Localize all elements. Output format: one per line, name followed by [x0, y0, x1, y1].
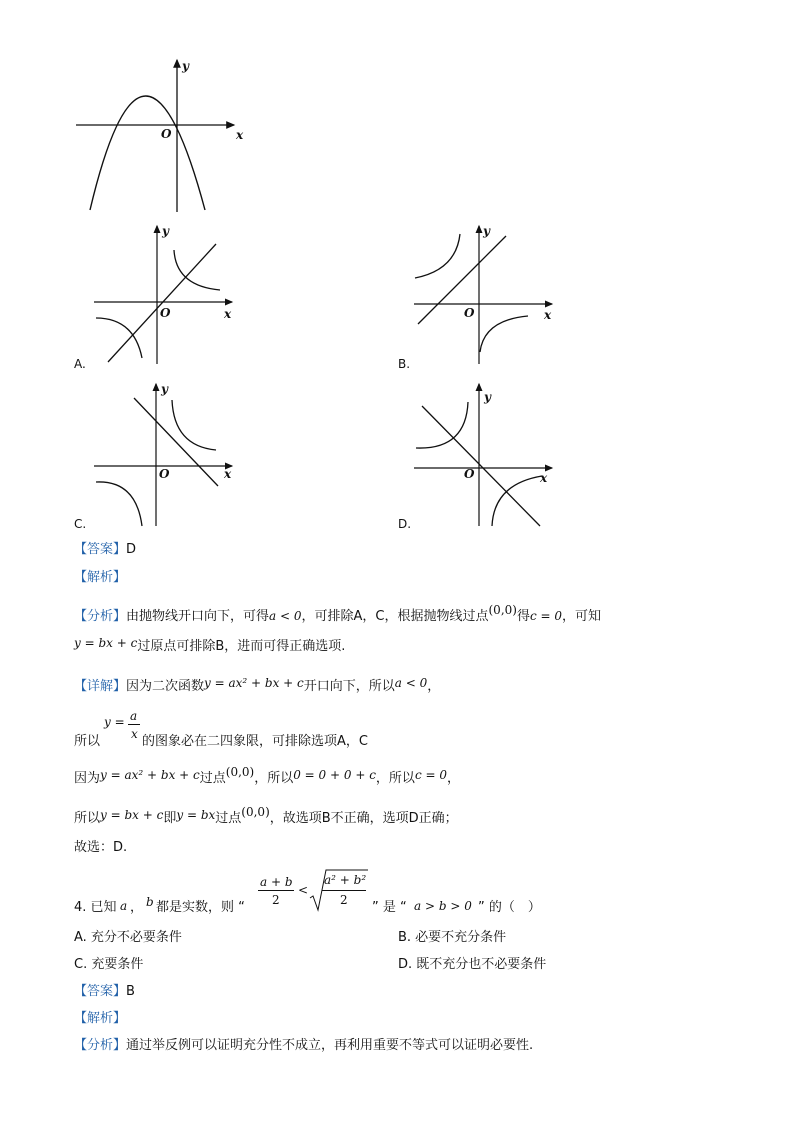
option-b-graph-label: B.	[398, 357, 411, 371]
text: 因为二次函数	[126, 679, 205, 694]
text: 由抛物线开口向下，可得	[126, 609, 270, 624]
text: ，可排除A，C，根据抛物线过点	[301, 609, 489, 624]
text: 过点	[215, 811, 242, 826]
x-axis-label: x	[540, 471, 548, 485]
option-c-graph-label: C.	[74, 517, 87, 531]
line-graph	[418, 236, 506, 324]
line-graph	[108, 244, 216, 362]
fraction-bar	[128, 724, 140, 725]
text: 所以	[74, 734, 101, 749]
math-expr: c = 0	[529, 609, 563, 623]
math-expr: y = bx	[176, 808, 216, 822]
q3-fenxi-line1	[74, 603, 602, 625]
sqrt-numerator: a² + b²	[324, 873, 367, 887]
answer-tag: 【答案】	[74, 984, 127, 999]
y-axis-label: y	[484, 390, 491, 404]
q3-answer-line	[74, 542, 136, 558]
hyperbola-branch	[416, 402, 468, 448]
math-expr: a > b > 0	[414, 899, 472, 913]
fraction-bar	[258, 890, 294, 891]
q4-answer-line	[74, 984, 135, 1000]
x-axis-label: x	[224, 307, 232, 321]
text: ，	[427, 679, 441, 694]
text: ，所以	[254, 771, 294, 786]
answer-tag: 【答案】	[74, 542, 127, 557]
q4-option-d[interactable]: D. 既不充分也不必要条件	[398, 957, 547, 972]
y-axis-label: y	[483, 224, 490, 238]
xiangjie-tag: 【详解】	[74, 679, 127, 694]
q4-fenxi-line	[74, 1038, 533, 1054]
math-expr: y = ax² + bx + c	[204, 676, 304, 690]
q3-fenxi-line2	[74, 638, 345, 655]
x-axis-label: x	[236, 128, 244, 142]
text: 过原点可排除B，进而可得正确选项.	[137, 639, 346, 654]
option-b-graph	[410, 222, 560, 370]
math-expr: y = bx + c	[74, 636, 138, 650]
parabola-graph	[74, 52, 254, 217]
text: 的图象必在二四象限，可排除选项A，C	[142, 734, 368, 749]
fraction-numerator: a	[130, 709, 138, 723]
q3-analysis-tag: 【解析】	[74, 570, 127, 585]
q3-conclusion: 故选：D.	[74, 840, 128, 855]
q3-xiangjie-line1	[74, 678, 440, 695]
sqrt-denominator: 2	[340, 893, 348, 907]
text: ，	[130, 900, 144, 915]
q3-answer: D	[126, 542, 137, 557]
line-graph	[134, 398, 218, 486]
text: 开口向下，所以	[303, 679, 395, 694]
math-expr: a < 0	[269, 609, 302, 623]
text: 即	[163, 811, 177, 826]
math-expr: c = 0	[414, 768, 447, 782]
text: 都是实数，则 “	[156, 900, 245, 915]
q4-option-b[interactable]: B. 必要不充分条件	[398, 930, 507, 945]
hyperbola-branch	[96, 482, 142, 526]
text: 所以	[74, 811, 101, 826]
origin-label: O	[464, 306, 475, 320]
math-expr: (0,0)	[225, 765, 255, 779]
fraction-numerator: a + b	[260, 875, 293, 889]
hyperbola-branch	[96, 318, 142, 358]
option-d-graph-label: D.	[398, 517, 412, 531]
math-expr: (0,0)	[241, 805, 270, 819]
math-expr: y =	[104, 715, 125, 729]
q4-option-c[interactable]: C. 充要条件	[74, 957, 144, 972]
option-c-graph	[90, 380, 240, 530]
fraction-bar	[322, 890, 366, 891]
fraction-denominator: x	[131, 727, 138, 741]
text: 通过举反例可以证明充分性不成立，再利用重要不等式可以证明必要性.	[126, 1038, 534, 1053]
math-expr: (0,0)	[488, 603, 517, 617]
option-d-graph	[410, 380, 560, 530]
math-var: a	[120, 899, 128, 913]
math-expr: y = ax² + bx + c	[100, 768, 200, 782]
q4-option-a[interactable]: A. 充分不必要条件	[74, 930, 182, 945]
math-expr: y = bx + c	[100, 808, 164, 822]
q3-xiangjie-line4	[74, 805, 458, 827]
text: 过点	[199, 771, 226, 786]
text: ，可知	[562, 609, 602, 624]
hyperbola-branch	[415, 234, 460, 278]
origin-label: O	[464, 467, 475, 481]
math-expr: a < 0	[394, 676, 428, 690]
fenxi-tag: 【分析】	[74, 609, 127, 624]
hyperbola-branch	[480, 316, 528, 352]
text: ” 是 “	[372, 900, 407, 915]
q3-xiangjie-line3	[74, 765, 460, 787]
text: ，	[446, 771, 460, 786]
parabola-curve	[90, 96, 205, 210]
text: ，所以	[375, 771, 415, 786]
q4-analysis-tag: 【解析】	[74, 1011, 127, 1026]
hyperbola-branch	[492, 476, 542, 526]
hyperbola-branch	[172, 400, 216, 450]
origin-label: O	[161, 127, 172, 141]
fraction-denominator: 2	[272, 893, 280, 907]
option-a-graph	[90, 222, 240, 370]
text: ，故选项B不正确，选项D正确；	[269, 811, 458, 826]
y-axis-label: y	[162, 224, 169, 238]
q4-answer: B	[126, 984, 135, 999]
text: 4. 已知	[74, 900, 117, 915]
math-expr: 0 = 0 + 0 + c	[293, 768, 376, 782]
x-axis-label: x	[544, 308, 552, 322]
text: 因为	[74, 771, 101, 786]
hyperbola-branch	[174, 250, 220, 290]
option-a-graph-label: A.	[74, 357, 86, 371]
less-than-sign: <	[298, 883, 309, 897]
text: 得	[516, 609, 530, 624]
x-axis-label: x	[224, 467, 232, 481]
line-graph	[422, 406, 540, 526]
origin-label: O	[159, 467, 170, 481]
fenxi-tag: 【分析】	[74, 1038, 127, 1053]
origin-label: O	[160, 306, 171, 320]
y-axis-label: y	[182, 59, 189, 73]
text: ” 的（ ）	[478, 900, 541, 915]
math-var: b	[146, 895, 154, 909]
q4-stem	[74, 868, 714, 914]
y-axis-label: y	[161, 382, 168, 396]
